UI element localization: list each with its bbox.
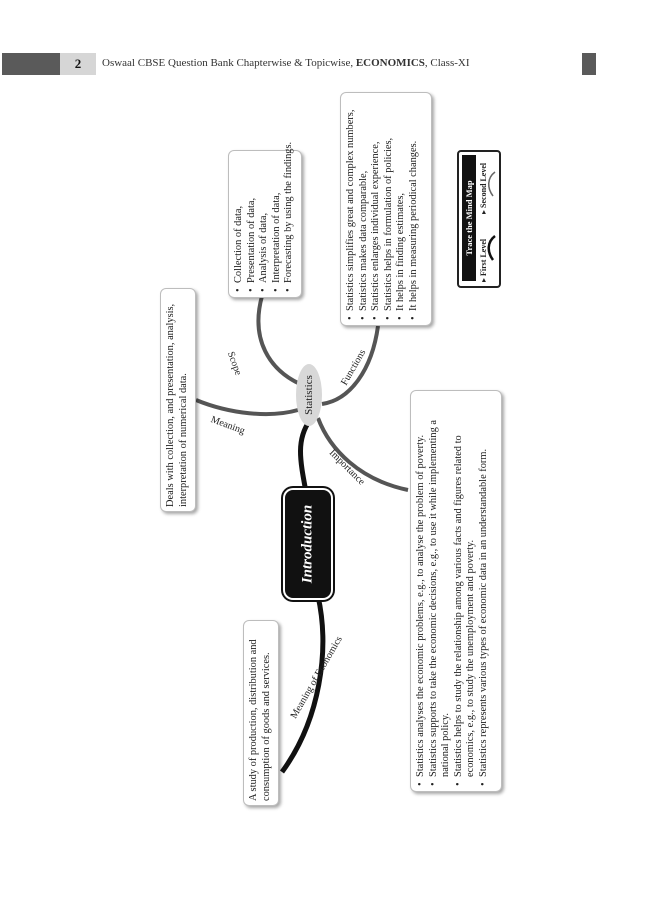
- branch-label-scope: Scope: [224, 350, 244, 377]
- scope-item: • Collection of data,: [233, 153, 246, 283]
- importance-item: • Statistics helps to study the relationship among various facts and figures related to economics, e.g., to study the unemployment and poverty.: [453, 395, 478, 777]
- branch-label-importance: Importance: [326, 447, 367, 488]
- functions-box: [340, 92, 432, 326]
- legend-second-level: ▸ Second Level: [479, 162, 488, 214]
- legend-title: Trace the Mind Map: [464, 180, 474, 256]
- scope-item: • Interpretation of data,: [271, 153, 284, 283]
- meaning-of-economics-text: A study of production, distribution and consumption of goods and services.: [248, 639, 272, 801]
- statistics-label: Statistics: [303, 375, 315, 415]
- scope-item: • Presentation of data,: [246, 153, 259, 283]
- meaning-of-economics-box: [243, 620, 279, 806]
- meaning-box: [160, 288, 196, 512]
- importance-item: • Statistics analyses the economic problems, e.g., to analyse the problem of poverty.: [415, 395, 428, 777]
- header-title-suffix: , Class-XI: [424, 57, 470, 69]
- legend-box: [457, 150, 501, 288]
- legend-second-level-label: Second Level: [479, 162, 488, 208]
- statistics-node: [296, 364, 322, 426]
- functions-item: • It helps in finding estimates,: [395, 95, 408, 311]
- connector-meaning: [196, 400, 298, 414]
- functions-item: • Statistics helps in formulation of policies,: [383, 95, 396, 311]
- meaning-text: Deals with collection, and presentation, analysis, interpretation of numerical data.: [165, 303, 189, 507]
- functions-item: • Statistics makes data comparable,: [358, 95, 371, 311]
- introduction-node: [285, 490, 331, 598]
- legend-first-level-line: [489, 236, 495, 260]
- legend-first-level: ▸ First Level: [479, 238, 488, 282]
- branch-label-meaning-of-economics: Meaning of Economics: [288, 634, 345, 721]
- scope-box: [228, 141, 302, 298]
- scope-item: • Forecasting by using the findings.: [283, 153, 296, 283]
- importance-item: • Statistics supports to take the economic decisions, e.g., to use it while implementing a national policy.: [428, 395, 453, 777]
- functions-item: • Statistics enlarges individual experience,: [370, 95, 383, 311]
- legend-line-samples: [459, 152, 499, 286]
- branch-label-functions: Functions: [339, 347, 369, 388]
- legend-first-level-label: First Level: [479, 238, 488, 276]
- functions-list: [345, 95, 421, 321]
- scope-item: • Analysis of data,: [258, 153, 271, 283]
- header-title-prefix: Oswaal CBSE Question Bank Chapterwise & Topicwise,: [102, 57, 356, 69]
- functions-item: • Statistics simplifies great and complex numbers,: [345, 95, 358, 311]
- legend-second-level-line: [489, 172, 495, 196]
- page-number: 2: [60, 53, 96, 75]
- importance-box: [410, 390, 502, 792]
- functions-item: • It helps in measuring periodical changes.: [408, 95, 421, 311]
- scope-list: [233, 141, 296, 293]
- connector-scope: [258, 296, 300, 384]
- branch-label-meaning: Meaning: [209, 414, 247, 437]
- importance-list: [415, 395, 491, 787]
- introduction-label: Introduction: [299, 504, 316, 584]
- importance-item: • Statistics represents various types of economic data in an understandable form.: [478, 395, 491, 777]
- header-title-subject: ECONOMICS: [355, 57, 425, 69]
- connector-intro-statistics: [301, 420, 311, 492]
